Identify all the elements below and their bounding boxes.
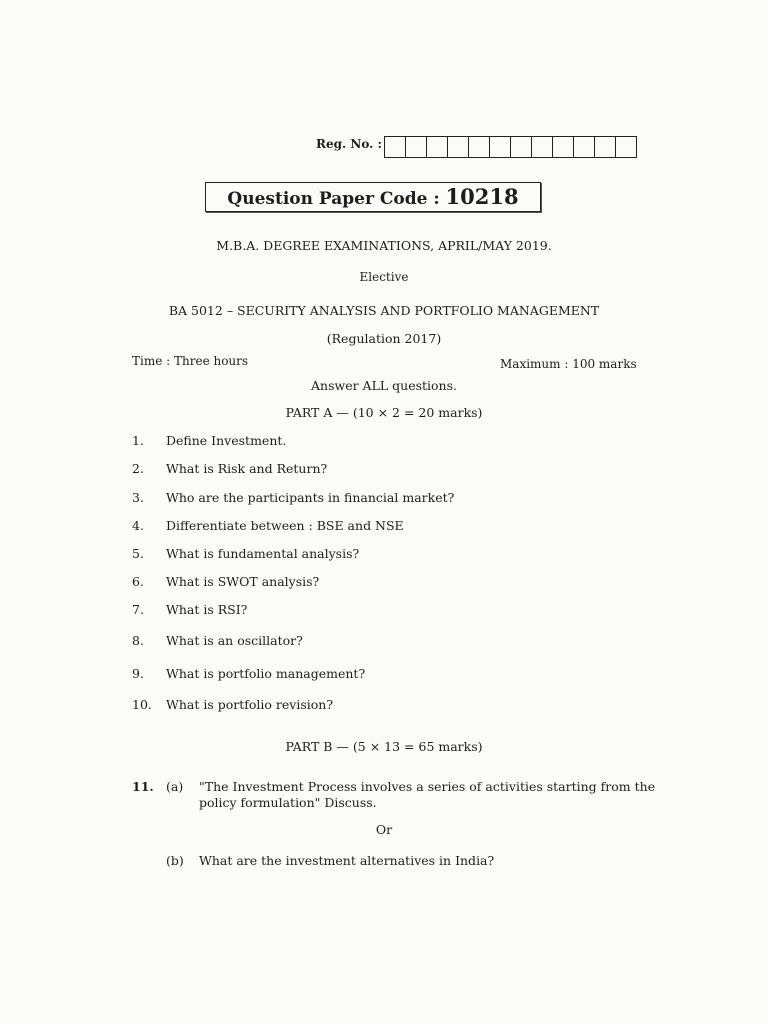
reg-no-box [427, 137, 448, 157]
reg-no-box [595, 137, 616, 157]
reg-no-box [490, 137, 511, 157]
reg-no-box [616, 137, 636, 157]
reg-no-box [532, 137, 553, 157]
part-a-heading: PART A — (10 × 2 = 20 marks) [285, 405, 483, 420]
reg-no-box [406, 137, 427, 157]
question-text: What is an oscillator? [166, 633, 303, 648]
question-number: 1. [132, 433, 144, 448]
instruction: Answer ALL questions. [311, 378, 457, 393]
time-allowed: Time : Three hours [132, 354, 249, 368]
question-number: 2. [132, 461, 144, 476]
option-b-label: (b) [166, 853, 184, 868]
question-11b: What are the investment alternatives in India? [199, 853, 495, 868]
reg-no-box [469, 137, 490, 157]
category: Elective [359, 270, 409, 284]
reg-no-box [511, 137, 532, 157]
option-a-label: (a) [166, 779, 184, 794]
reg-no-label: Reg. No. : [316, 137, 382, 151]
question-text: Define Investment. [166, 433, 287, 448]
exam-title: M.B.A. DEGREE EXAMINATIONS, APRIL/MAY 2019. [216, 238, 552, 253]
paper-code-label: Question Paper Code : [227, 189, 440, 209]
question-number: 10. [132, 697, 152, 712]
question-text: What is RSI? [166, 602, 248, 617]
question-text: Who are the participants in financial market? [166, 490, 455, 505]
question-number: 5. [132, 546, 144, 561]
question-number: 11. [132, 779, 154, 794]
question-number: 9. [132, 666, 144, 681]
question-number: 3. [132, 490, 144, 505]
reg-no-boxes [384, 136, 637, 158]
paper-code: 10218 [445, 184, 519, 209]
reg-no-box [574, 137, 595, 157]
question-11a-line1: "The Investment Process involves a series of activities starting from the [199, 779, 656, 794]
course-title: BA 5012 – SECURITY ANALYSIS AND PORTFOLIO MANAGEMENT [168, 303, 600, 318]
reg-no-box [553, 137, 574, 157]
or-separator: Or [375, 822, 393, 837]
question-number: 6. [132, 574, 144, 589]
question-number: 4. [132, 518, 144, 533]
reg-no-box [385, 137, 406, 157]
question-text: What is SWOT analysis? [166, 574, 320, 589]
question-text: Differentiate between : BSE and NSE [166, 518, 404, 533]
reg-no-box [448, 137, 469, 157]
question-number: 7. [132, 602, 144, 617]
question-text: What is portfolio revision? [166, 697, 334, 712]
regulation: (Regulation 2017) [326, 331, 442, 346]
maximum-marks: Maximum : 100 marks [500, 357, 637, 371]
question-text: What is portfolio management? [166, 666, 366, 681]
question-text: What is Risk and Return? [166, 461, 328, 476]
question-number: 8. [132, 633, 144, 648]
paper-code-box [205, 182, 541, 212]
question-text: What is fundamental analysis? [166, 546, 360, 561]
part-b-heading: PART B — (5 × 13 = 65 marks) [285, 739, 483, 754]
question-11a-line2: policy formulation" Discuss. [199, 795, 377, 810]
